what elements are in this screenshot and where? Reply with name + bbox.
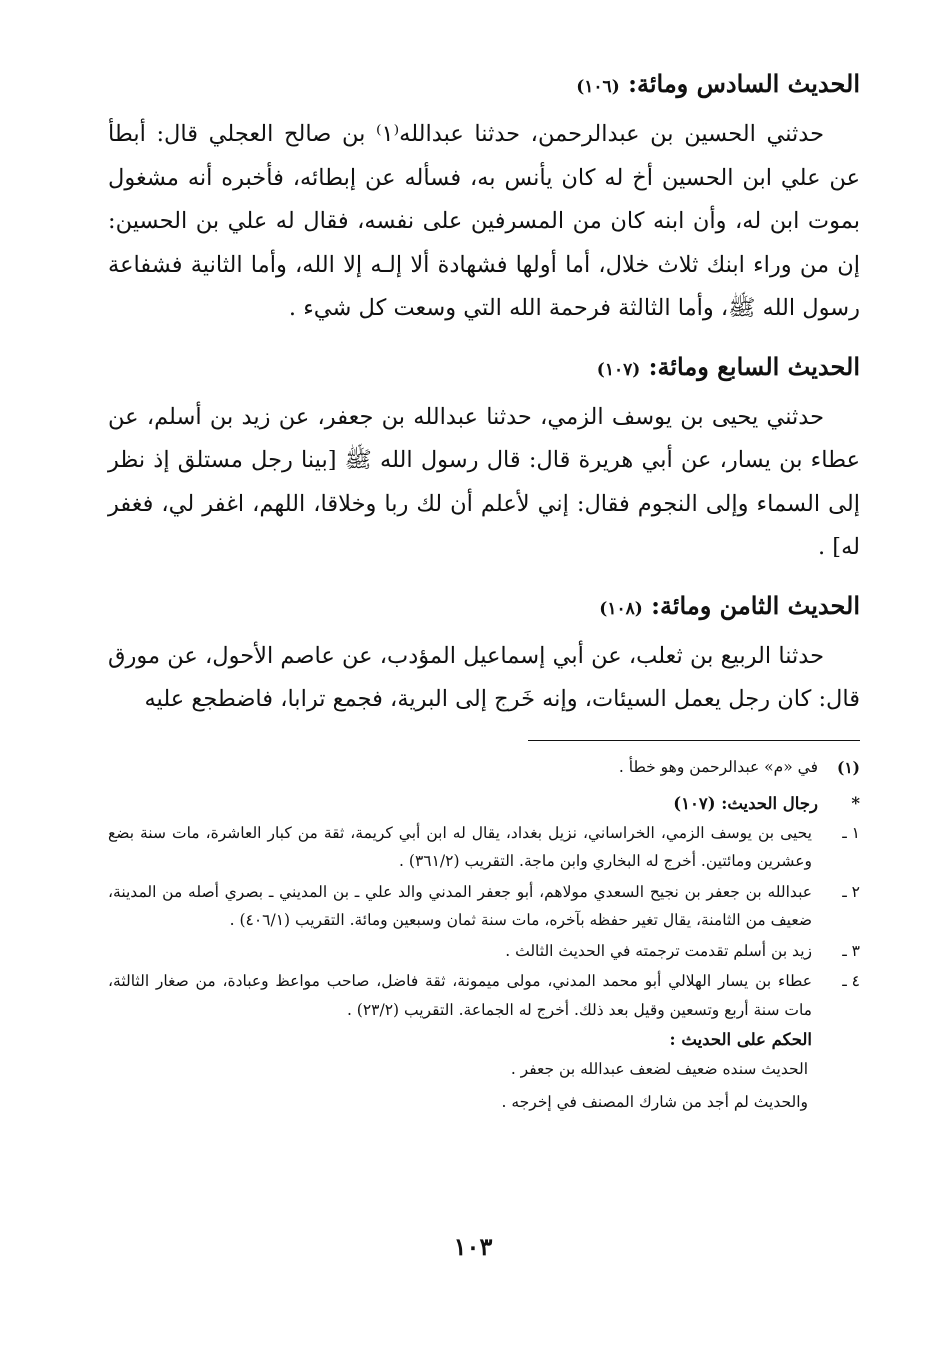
- hadith-108-number: (١٠٨): [599, 598, 643, 619]
- narrator-text: عبدالله بن جعفر بن نجيح السعدي مولاهم، أبو جعفر المدني والد علي ـ بن المديني ـ بصري أصله من المدينة، ضعيف من الثامنة، يقال تغير حفظه بآخره، مات سنة ثمان وسبعين ومائة. التقريب (٤٠٦/١) .: [108, 882, 812, 929]
- footnote-text: في «م» عبدالرحمن وهو خطأ .: [618, 757, 818, 776]
- hadith-106-title: الحديث السادس ومائة:: [628, 69, 860, 98]
- star-mark: *: [851, 793, 860, 813]
- hadith-107-heading: [108, 349, 860, 388]
- hadith-106-text: حدثني الحسين بن عبدالرحمن، حدثنا عبدالله⁽١⁾ بن صالح العجلي قال: أبطأ عن علي ابن الحسين أخ له كان يأنس به، فسأله عن إبطائه، فأخبره أنه مشغول بموت ابن له، وأن ابنه كان من المسرفين على نفسه، فقال له علي بن الحسين: إن من وراء ابنك ثلاث خلال، أما أولها فشهادة ألا إلـه إلا الله، وأما الثانية فشفاعة رسول الله ﷺ، وأما الثالثة فرحمة الله التي وسعت كل شيء .: [108, 121, 860, 321]
- hukm-heading: الحكم على الحديث :: [669, 1030, 812, 1049]
- hadith-107-title: الحديث السابع ومائة:: [648, 351, 860, 381]
- footnote-1: [108, 753, 860, 782]
- narrator-item: [108, 819, 860, 876]
- hadith-106-number: (١٠٦): [576, 77, 620, 97]
- hadith-108-heading: [108, 588, 860, 627]
- narrator-number: ٤ ـ: [842, 972, 860, 990]
- hukm-line-1: الحديث سنده ضعيف لضعف عبدالله بن جعفر .: [510, 1060, 808, 1078]
- page-number: ١٠٣: [453, 1232, 493, 1261]
- hadith-108-title: الحديث الثامن ومائة:: [651, 590, 860, 620]
- hadith-107-number: (١٠٧): [596, 359, 641, 380]
- narrator-text: عطاء بن يسار الهلالي أبو محمد المدني، مولى ميمونة، ثقة فاضل، صاحب مواعظ وعبادة، من صغار الثالثة، مات سنة أربع وتسعين وقيل بعد ذلك. أخرج له الجماعة. التقريب (٢٣/٢) .: [108, 972, 812, 1019]
- hadith-106-heading: [108, 66, 860, 105]
- narrator-item: [108, 967, 860, 1024]
- rijal-title: رجال الحديث: (١٠٧): [673, 793, 818, 813]
- narrator-number: ٢ ـ: [842, 882, 860, 901]
- rijal-heading: [108, 794, 860, 813]
- footnote-divider: [528, 740, 860, 741]
- narrator-item: [108, 878, 860, 935]
- narrator-text: يحيى بن يوسف الزمي، الخراساني، نزيل بغداد، يقال له ابن أبي كريمة، ثقة من كبار العاشرة، مات سنة بضع وعشرين ومائتين. أخرج له البخاري وابن ماجة. التقريب (٣٦١/٢) .: [108, 823, 812, 870]
- narrator-text: زيد بن أسلم تقدمت ترجمته في الحديث الثالث .: [505, 941, 812, 960]
- narrator-number: ١ ـ: [842, 823, 860, 842]
- hadith-107-text: حدثني يحيى بن يوسف الزمي، حدثنا عبدالله بن جعفر، عن زيد بن أسلم، عن عطاء بن يسار، عن أبي هريرة قال: قال رسول الله ﷺ [بينا رجل مستلق إذ نظر إلى السماء وإلى النجوم فقال: إني لأعلم أن لك ربا وخلاقا، اللهم، اغفر لي، فغفر له] .: [108, 403, 860, 560]
- narrator-number: ٣ ـ: [842, 941, 860, 960]
- page-body: [108, 66, 860, 1119]
- footnote-mark: (١): [836, 757, 860, 777]
- hukm-line-2: والحديث لم أجد من شارك المصنف في إخرجه .: [501, 1093, 808, 1111]
- hadith-108-text: حدثنا الربيع بن ثعلب، عن أبي إسماعيل المؤدب، عن عاصم الأحول، عن مورق قال: كان رجل يعمل السيئات، وإنه خَرج إلى البرية، فجمع ترابا، فاضطجع عليه: [108, 642, 860, 712]
- narrator-item: [108, 937, 860, 966]
